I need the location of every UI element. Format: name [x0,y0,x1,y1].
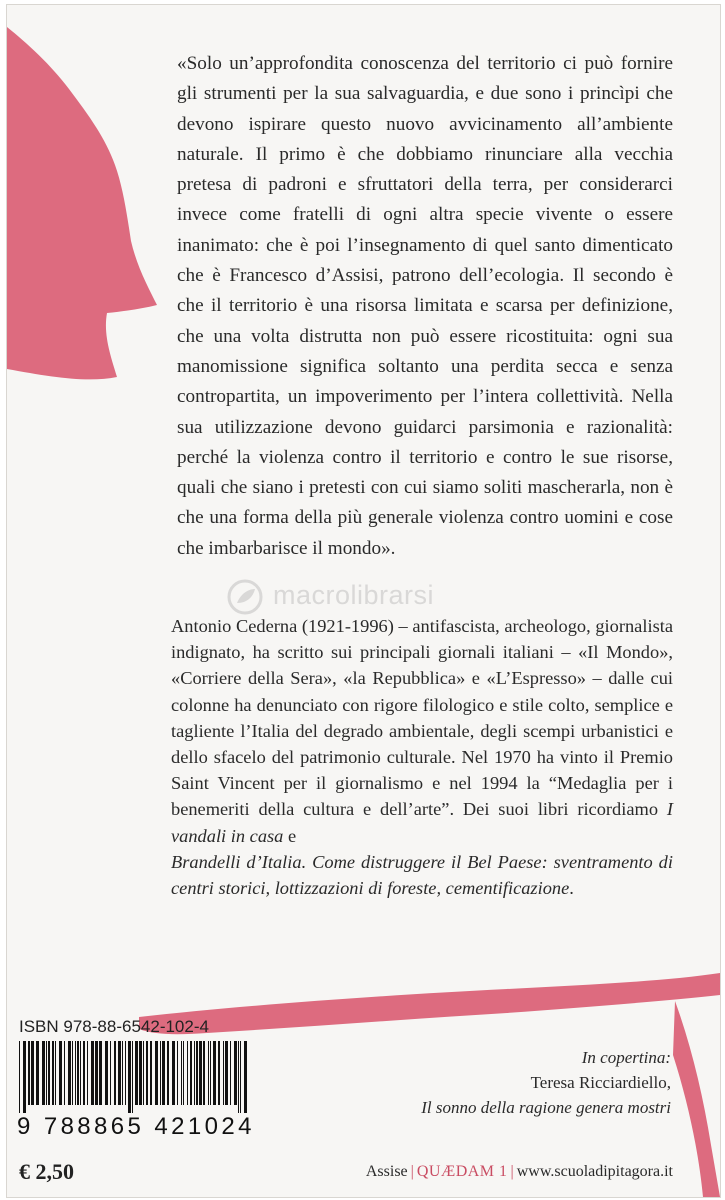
book-title-1: I vandali in casa [171,799,673,846]
barcode-bar [125,1041,126,1105]
barcode-bar [64,1041,65,1105]
barcode-bar [23,1041,26,1113]
barcode-bar [210,1041,211,1105]
barcode-bar [218,1041,220,1105]
barcode-bar [181,1041,182,1105]
barcode-bar [143,1041,144,1105]
barcode-bar [177,1041,178,1105]
bio-end: . [569,878,574,899]
barcode [19,1041,251,1113]
cover-intro: In copertina: [581,1048,671,1067]
barcode-bar [110,1041,111,1105]
barcode-bar [146,1041,148,1105]
barcode-bar [99,1041,102,1105]
barcode-bar [135,1041,138,1105]
barcode-bar [172,1041,175,1105]
watermark [225,577,434,617]
divider: | [510,1163,514,1180]
cover-artist: Teresa Ricciardiello, [530,1073,671,1092]
pink-face-shape [7,27,157,379]
barcode-bars [19,1041,247,1113]
pink-stroke-bottom [139,973,720,1034]
barcode-bar [72,1041,73,1105]
barcode-bar [225,1041,228,1105]
barcode-bar [48,1041,50,1105]
series-name: QUÆDAM 1 [416,1163,508,1180]
barcode-bar [105,1041,108,1105]
bio-book2 [171,849,673,901]
barcode-bar [208,1041,209,1105]
barcode-bar [223,1041,224,1105]
barcode-bar [95,1041,98,1105]
barcode-bar [190,1041,192,1105]
barcode-bar [36,1041,39,1105]
barcode-bar [75,1041,76,1105]
barcode-bar [77,1041,79,1105]
barcode-bar [139,1041,142,1105]
barcode-bar [132,1041,133,1113]
bio-conjunction: e [287,825,297,846]
barcode-bar [83,1041,85,1105]
barcode-bar [155,1041,158,1105]
watermark-text: macrolibrarsi [273,580,435,611]
isbn-digits: 9 788865 421024 [17,1113,255,1140]
bio-text: Antonio Cederna (1921-1996) – antifascista, archeologo, giornalista indignato, ha scritto sui principali giornali italiani – «Il Mondo», «Corriere della Sera», «la Repubblica» e «L’Espresso» – dalle cui colonne ha denunciato con rigore filologico e stile colto, semplice e tagliente l’Italia del degrado ambientale, degli scempi urbanistici e dello sfacelo del patrimonio culturale. Nel 1970 ha vinto il Premio Saint Vincent per il giornalismo e nel 1994 la “Medaglia per i benemeriti della cultura e dell’arte”. Dei suoi libri ricordiamo [171,616,673,820]
website-link[interactable]: www.scuoladipitagora.it [516,1163,673,1180]
barcode-bar [128,1041,131,1113]
barcode-bar [59,1041,62,1105]
barcode-bar [46,1041,47,1105]
barcode-bar [91,1041,94,1105]
barcode-bar [118,1041,121,1105]
barcode-bar [19,1041,20,1113]
author-bio [171,613,673,901]
barcode-bar [28,1041,30,1105]
bio-paragraph [171,613,673,849]
pink-stroke-right [673,1001,720,1197]
barcode-bar [80,1041,81,1105]
barcode-bar [68,1041,71,1105]
barcode-bar [240,1041,241,1113]
barcode-bar [244,1041,247,1113]
barcode-bar [42,1041,45,1105]
barcode-bar [55,1041,56,1105]
divider: | [410,1163,414,1180]
barcode-bar [183,1041,184,1105]
barcode-bar [213,1041,216,1105]
barcode-bar [199,1041,202,1105]
cover-title: Il sonno della ragione genera mostri [421,1098,671,1117]
barcode-bar [203,1041,205,1105]
barcode-bar [87,1041,88,1105]
book-title-2: Brandelli d’Italia. Come distruggere il Bel Paese: sventramento di centri storici, lottizzazioni di foreste, cementificazione [171,851,673,899]
watermark-leaf-icon [225,577,265,617]
barcode-bar [234,1041,237,1105]
barcode-bar [230,1041,231,1105]
barcode-bar [167,1041,169,1105]
barcode-bar [114,1041,116,1105]
publisher-footer [323,1163,673,1181]
back-cover [6,4,721,1198]
barcode-bar [194,1041,195,1105]
barcode-bar [187,1041,188,1105]
price: € 2,50 [19,1159,74,1184]
publisher-name: Assise [365,1163,408,1180]
barcode-bar [196,1041,198,1105]
barcode-bar [238,1041,239,1113]
barcode-bar [122,1041,123,1105]
barcode-bar [160,1041,161,1105]
barcode-bar [162,1041,165,1105]
isbn-label: ISBN 978-88-6542-102-4 [19,1017,209,1036]
cover-credit [399,1045,671,1120]
quote-block: «Solo un’approfondita conoscenza del territorio ci può fornire gli strumenti per la sua salvaguardia, e due sono i princìpi che devono ispirare questo nuovo avvicinamento all’ambiente naturale. Il primo è che dobbiamo rinunciare alla vecchia pretesa di padroni e sfruttatori della terra, per considerarci invece come fratelli di ogni altra specie vivente o essere inanimato: che è poi l’insegnamento di quel santo dimenticato che è Francesco d’Assisi, patrono dell’ecologia. Il secondo è che il territorio è una risorsa limitata e scarsa per definizione, che una volta distrutta non può essere ricostituita: ogni sua manomissione significa soltanto una perdita secca e senza contropartita, un impoverimento per l’intera collettività. Nella sua utilizzazione devono guidarci parsimonia e razionalità: perché la violenza contro il territorio e contro le sue risorse, quali che siano i pretesti con cui siamo soliti mascherarla, non è che una forma della più generale violenza contro uomini e cose che imbarbarisce il mondo». [177,53,673,559]
barcode-bar [31,1041,34,1105]
barcode-bar [150,1041,152,1105]
barcode-bar [52,1041,54,1105]
